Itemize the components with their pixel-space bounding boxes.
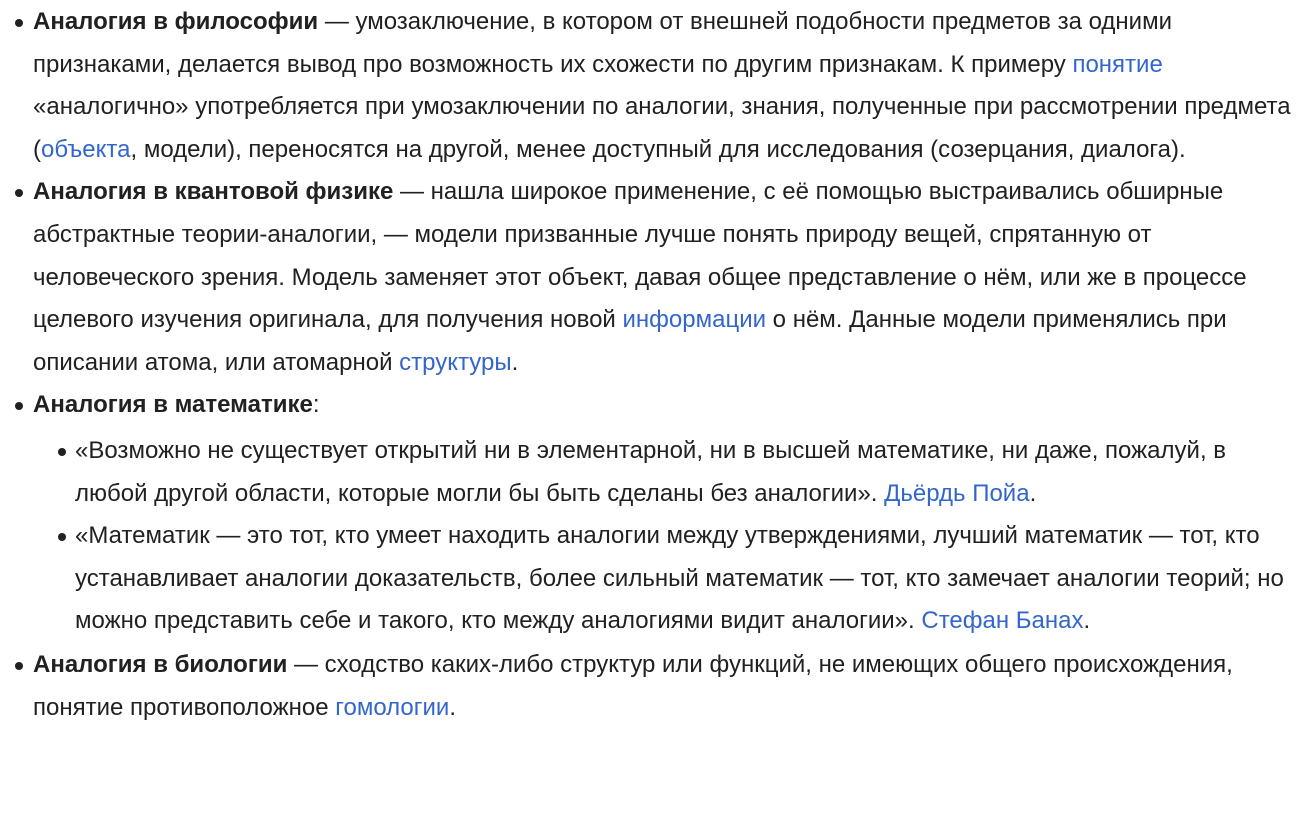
item-text: «аналогично» употребляется при умозаключении по аналогии, знания, полученные при рассмотрении предмета ( <box>33 93 1291 163</box>
quote-text: «Возможно не существует открытий ни в элементарной, ни в высшей математике, ни даже, пожалуй, в любой другой области, которые могли бы быть сделаны без аналогии». <box>75 436 1227 507</box>
item-text: — сходство каких-либо структур или функций, не имеющих общего происхождения, понятие противоположное <box>33 650 1233 721</box>
link-object[interactable]: объекта <box>41 135 131 163</box>
bullet-icon <box>15 189 23 197</box>
bullet-icon <box>58 533 66 541</box>
item-text: о нём. Данные модели применялись при описании атома, или атомарной <box>33 306 1227 376</box>
item-title: Аналогия в квантовой физике <box>33 178 394 206</box>
link-gyorgy-polya[interactable]: Дьёрдь Пойа <box>884 479 1030 507</box>
quote-item-polya <box>75 430 1293 515</box>
quote-end: . <box>1029 479 1037 507</box>
link-structure[interactable]: структуры <box>399 348 512 376</box>
quote-item-banach <box>75 515 1293 643</box>
quote-end: . <box>1083 607 1091 635</box>
quote-text: «Математик — это тот, кто умеет находить аналогии между утверждениями, лучший математик — тот, кто устанавливает аналогии доказательств, более сильный математик — тот, кто замечает аналогии теорий; но можно представить себе и такого, кто между аналогиями видит аналогии». <box>75 522 1284 635</box>
list-item-biology <box>33 644 1293 729</box>
item-text: . <box>511 348 519 376</box>
item-text: : <box>312 391 320 419</box>
analogy-list <box>33 1 1293 729</box>
item-text: — нашла широкое применение, с её помощью выстраивались обширные абстрактные теории-аналогии, — модели призванные лучше понять природу вещей, спрятанную от человеческого зрения. Модель заменяет этот объект, давая общее представление о нём, или же в процессе целевого изучения оригинала, для получения новой <box>33 178 1247 334</box>
link-stefan-banach[interactable]: Стефан Банах <box>921 607 1084 635</box>
link-homology[interactable]: гомологии <box>335 693 450 721</box>
bullet-icon <box>15 402 23 410</box>
list-item-quantum-physics <box>33 171 1293 384</box>
item-text: — умозаключение, в котором от внешней подобности предметов за одними признаками, делается вывод про возможность их схожести по другим признакам. К примеру <box>33 8 1172 78</box>
bullet-icon <box>58 448 66 456</box>
item-title: Аналогия в биологии <box>33 650 288 678</box>
bullet-icon <box>15 662 23 670</box>
list-item-philosophy <box>33 1 1293 171</box>
link-concept[interactable]: понятие <box>1072 50 1163 78</box>
item-title: Аналогия в математике <box>33 391 313 419</box>
bullet-icon <box>15 19 23 27</box>
item-text: , модели), переносятся на другой, менее доступный для исследования (созерцания, диалога). <box>130 135 1186 163</box>
list-item-mathematics <box>33 384 1293 643</box>
link-information[interactable]: информации <box>622 306 767 334</box>
item-title: Аналогия в философии <box>33 8 319 35</box>
quote-list <box>75 430 1293 643</box>
item-text: . <box>449 693 457 721</box>
